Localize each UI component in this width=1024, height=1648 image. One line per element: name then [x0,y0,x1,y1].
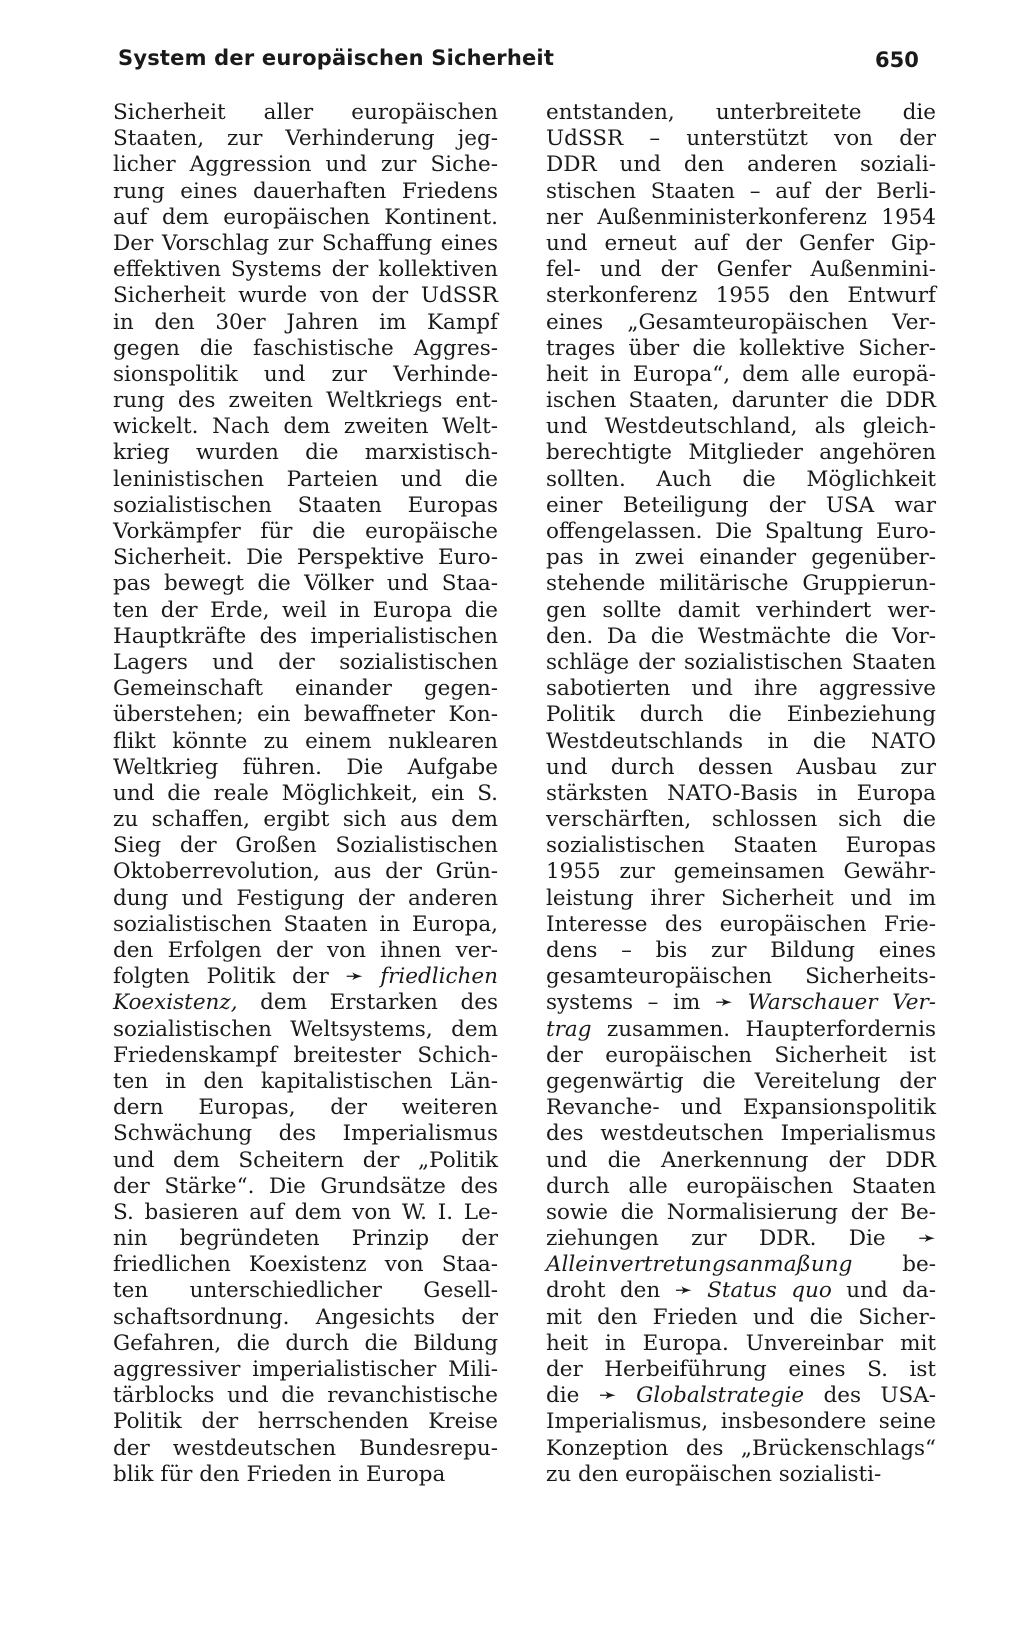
text-line [113,781,498,807]
text-line [113,990,498,1016]
text-line [113,1436,498,1462]
text-line [546,676,936,702]
text-segment: und die Anerkennung der DDR [546,1147,936,1173]
cross-reference-term: Alleinvertretungsanmaßung [546,1252,853,1278]
text-segment: sozialistischen Weltsystems, dem [113,1016,498,1042]
text-segment: Lagers und der sozialistischen [113,649,498,675]
text-segment: sabotierten und ihre aggressive [546,676,936,702]
text-line [113,1200,498,1226]
text-line [546,414,936,440]
text-segment: die [546,1383,599,1409]
text-line [113,205,498,231]
text-segment: aggressiver imperialistischer Mili- [113,1357,498,1382]
text-segment: sozialistischen Staaten Europas [546,833,936,859]
text-segment: Politik durch die Einbeziehung [546,702,936,728]
text-segment: systems – im [546,990,715,1016]
text-line [113,624,498,650]
text-segment: Vorkämpfer für die europäische [113,519,498,544]
text-segment: und da- [831,1278,936,1304]
text-line [546,152,936,178]
text-segment: Sicherheit. Die Perspektive Euro- [113,545,498,571]
text-line [113,1409,498,1435]
text-line [113,179,498,205]
text-segment: gegen die faschistische Aggres- [113,335,498,361]
text-segment: S. basieren auf dem von W. I. Le- [113,1199,498,1225]
text-line [546,257,936,283]
text-line [113,571,498,597]
text-line [113,545,498,571]
text-line [546,100,936,126]
page-number: 650 [875,48,919,72]
text-segment: den. Da die Westmächte die Vor- [546,623,936,649]
text-segment: Der Vorschlag zur Schaffung eines [113,230,498,256]
text-segment: blik für den Frieden in Europa [113,1461,446,1487]
text-segment: stärksten NATO-Basis in Europa [546,780,936,806]
text-segment: leninistischen Parteien und die [113,466,498,492]
text-segment: Imperialismus, insbesondere seine [546,1409,936,1435]
text-segment: überstehen; ein bewaffneter Kon- [113,702,498,728]
text-segment: schaftsordnung. Angesichts der [113,1304,498,1330]
cross-reference-term: Koexistenz, [113,990,238,1016]
text-line [113,964,498,990]
text-line [113,729,498,755]
text-segment: Interesse des europäischen Frie- [546,911,936,937]
text-segment: Konzeption des „Brückenschlags“ [546,1435,936,1461]
text-segment: Sicherheit wurde von der UdSSR [113,283,498,309]
text-line [113,1069,498,1095]
text-segment: sollten. Auch die Möglichkeit [546,466,936,492]
text-line [113,1305,498,1331]
text-segment: mit den Frieden und die Sicher- [546,1304,936,1330]
text-segment: den Erfolgen der von ihnen ver- [113,938,498,963]
text-segment: durch alle europäischen Staaten [546,1173,936,1199]
text-segment: dern Europas, der weiteren [113,1095,498,1121]
text-line [546,886,936,912]
text-segment: des USA- [804,1383,936,1409]
text-segment: sterkonferenz 1955 den Entwurf [546,283,936,309]
text-segment: Revanche- und Expansionspolitik [546,1095,936,1121]
text-line [546,336,936,362]
cross-reference-arrow-icon: ➛ [714,990,748,1016]
text-line [113,257,498,283]
text-segment: zusammen. Haupterfordernis [591,1016,936,1042]
text-segment: stischen Staaten – auf der Berli- [546,178,936,204]
text-line [546,1436,936,1462]
text-segment: trages über die kollektive Sicher- [546,335,936,361]
text-line [113,1357,498,1383]
text-segment: der europäischen Sicherheit ist [546,1042,936,1068]
text-segment: pas bewegt die Völker und Staa- [113,571,498,597]
text-line [546,1069,936,1095]
text-segment: fel- und der Genfer Außenmini- [546,257,936,283]
text-segment: offengelassen. Die Spaltung Euro- [546,519,936,544]
text-line [113,283,498,309]
text-segment: be- [852,1252,936,1278]
text-segment: Schwächung des Imperialismus [113,1121,498,1147]
text-line [546,1331,936,1357]
cross-reference-term: Globalstrategie [636,1383,805,1409]
text-line [546,571,936,597]
text-line [546,1174,936,1200]
text-segment: Gemeinschaft einander gegen- [113,676,498,702]
text-segment: dung und Festigung der anderen [113,885,498,911]
text-line [546,1095,936,1121]
text-segment: und die reale Möglichkeit, ein S. [113,780,498,806]
text-segment: heit in Europa“, dem alle europä- [546,361,936,387]
text-segment: ner Außenministerkonferenz 1954 [546,204,936,230]
text-segment: der westdeutschen Bundesrepu- [113,1435,498,1461]
text-segment: eines „Gesamteuropäischen Ver- [546,309,936,335]
text-segment: tärblocks und die revanchistische [113,1383,498,1409]
cross-reference-term: Status quo [707,1278,832,1304]
text-line [546,1462,936,1488]
text-line [113,231,498,257]
text-line [546,755,936,781]
text-line [546,362,936,388]
right-text-column [546,100,936,1488]
text-line [546,283,936,309]
text-line [546,1278,936,1304]
text-line [546,624,936,650]
text-segment: rung eines dauerhaften Friedens [113,178,498,204]
text-line [546,493,936,519]
text-line [546,126,936,152]
text-line [113,1121,498,1147]
text-segment: sowie die Normalisierung der Be- [546,1199,936,1225]
text-line [113,938,498,964]
text-segment: licher Aggression und zur Siche- [113,152,498,178]
text-segment: entstanden, unterbreitete die [546,100,936,125]
text-segment: Westdeutschlands in die NATO [546,728,936,754]
text-segment: pas in zwei einander gegenüber- [546,545,936,571]
text-line [113,310,498,336]
text-segment: sionspolitik und zur Verhinde- [113,361,498,387]
text-segment: einer Beteiligung der USA war [546,492,936,518]
text-segment: Staaten, zur Verhinderung jeg- [113,126,498,152]
text-line [113,833,498,859]
text-line [546,1226,936,1252]
text-line [546,781,936,807]
text-segment: der Stärke“. Die Grundsätze des [113,1173,498,1199]
text-line [546,702,936,728]
text-line [113,755,498,781]
text-line [113,362,498,388]
text-line [113,702,498,728]
text-line [546,650,936,676]
text-line [113,493,498,519]
text-segment: rung des zweiten Weltkriegs ent- [113,388,498,414]
text-line [113,1043,498,1069]
text-segment: in den 30er Jahren im Kampf [113,309,498,335]
text-segment: Sieg der Großen Sozialistischen [113,833,498,859]
running-header: System der europäischen Sicherheit [118,46,555,70]
text-line [113,126,498,152]
text-segment: gen sollte damit verhindert wer- [546,597,936,623]
text-segment: gegenwärtig die Vereitelung der [546,1068,936,1094]
text-segment: Sicherheit aller europäischen [113,100,498,125]
text-segment: heit in Europa. Unvereinbar mit [546,1330,936,1356]
text-line [113,414,498,440]
text-segment: friedlichen Koexistenz von Staa- [113,1252,498,1278]
text-line [546,990,936,1016]
text-segment: auf dem europäischen Kontinent. [113,204,498,230]
cross-reference-arrow-icon: ➛ [598,1383,637,1409]
text-line [546,467,936,493]
text-segment: dem Erstarken des [237,990,498,1016]
text-line [546,545,936,571]
cross-reference-term: trag [546,1016,592,1042]
text-segment: flikt könnte zu einem nuklearen [113,728,498,754]
text-segment: zu schaffen, ergibt sich aus dem [113,807,498,833]
text-line [546,179,936,205]
text-line [546,1200,936,1226]
text-segment: ten unterschiedlicher Gesell- [113,1278,498,1304]
text-segment: UdSSR – unterstützt von der [546,126,936,152]
text-segment: und erneut auf der Genfer Gip- [546,230,936,256]
text-segment: der Herbeiführung eines S. ist [546,1357,936,1382]
text-segment: Politik der herrschenden Kreise [113,1409,498,1435]
text-line [546,310,936,336]
text-line [546,1043,936,1069]
text-line [113,1095,498,1121]
text-line [546,598,936,624]
text-segment: ziehungen zur DDR. Die [546,1226,918,1252]
text-segment: zu den europäischen sozialisti- [546,1461,882,1487]
text-line [546,964,936,990]
text-segment: und durch dessen Ausbau zur [546,754,936,780]
text-segment: Weltkrieg führen. Die Aufgabe [113,754,498,780]
text-segment: und Westdeutschland, als gleich- [546,414,936,440]
text-line [113,336,498,362]
text-segment: dens – bis zur Bildung eines [546,938,936,963]
text-segment: nin begründeten Prinzip der [113,1226,498,1252]
text-line [546,1409,936,1435]
text-line [546,859,936,885]
text-segment: ischen Staaten, darunter die DDR [546,388,936,414]
text-line [546,231,936,257]
text-line [546,1121,936,1147]
text-line [546,205,936,231]
text-line [113,1252,498,1278]
text-segment: sozialistischen Staaten Europas [113,492,498,518]
text-line [113,1174,498,1200]
text-line [113,467,498,493]
text-line [113,598,498,624]
text-line [113,1462,498,1488]
text-line [546,938,936,964]
text-segment: schläge der sozialistischen Staaten [546,649,936,675]
text-segment: krieg wurden die marxistisch- [113,440,498,466]
text-line [113,519,498,545]
left-text-column [113,100,498,1488]
text-segment: Oktoberrevolution, aus der Grün- [113,859,498,885]
text-line [113,676,498,702]
text-segment: ten der Erde, weil in Europa die [113,597,498,623]
cross-reference-term: Warschauer Ver- [747,990,937,1016]
cross-reference-arrow-icon: ➛ [674,1278,708,1304]
text-segment: stehende militärische Gruppierun- [546,571,936,597]
text-line [113,440,498,466]
text-line [113,886,498,912]
text-line [546,1305,936,1331]
text-segment: sozialistischen Staaten in Europa, [113,911,498,937]
text-line [546,440,936,466]
text-line [546,1383,936,1409]
text-line [546,519,936,545]
text-segment: des westdeutschen Imperialismus [546,1121,936,1147]
text-line [546,1017,936,1043]
text-segment: berechtigte Mitglieder angehören [546,440,936,466]
text-line [113,859,498,885]
text-segment: 1955 zur gemeinsamen Gewähr- [546,859,936,885]
text-segment: folgten Politik der [113,964,346,990]
text-line [113,1017,498,1043]
text-line [546,833,936,859]
text-line [113,807,498,833]
text-line [113,1278,498,1304]
text-line [113,1148,498,1174]
text-line [113,650,498,676]
text-segment: verschärften, schlossen sich die [546,807,936,833]
text-segment: Gefahren, die durch die Bildung [113,1330,498,1356]
text-line [113,100,498,126]
cross-reference-term: friedlichen [380,964,498,990]
text-line [113,1226,498,1252]
text-segment: ten in den kapitalistischen Län- [113,1068,498,1094]
text-line [546,912,936,938]
cross-reference-arrow-icon: ➛ [917,1226,936,1252]
text-line [113,1383,498,1409]
text-segment: leistung ihrer Sicherheit und im [546,885,936,911]
text-segment: Friedenskampf breitester Schich- [113,1042,498,1068]
text-segment: Hauptkräfte des imperialistischen [113,623,498,649]
text-line [546,1252,936,1278]
text-line [113,912,498,938]
text-line [546,729,936,755]
text-segment: droht den [546,1278,675,1304]
text-segment: DDR und den anderen soziali- [546,152,936,178]
text-segment: und dem Scheitern der „Politik [113,1147,498,1173]
text-line [113,388,498,414]
text-line [113,152,498,178]
cross-reference-arrow-icon: ➛ [345,964,381,990]
text-segment: wickelt. Nach dem zweiten Welt- [113,414,498,440]
text-segment: gesamteuropäischen Sicherheits- [546,964,936,990]
text-segment: effektiven Systems der kollektiven [113,257,498,283]
text-line [546,1148,936,1174]
text-line [546,388,936,414]
text-line [546,807,936,833]
text-line [113,1331,498,1357]
text-line [546,1357,936,1383]
